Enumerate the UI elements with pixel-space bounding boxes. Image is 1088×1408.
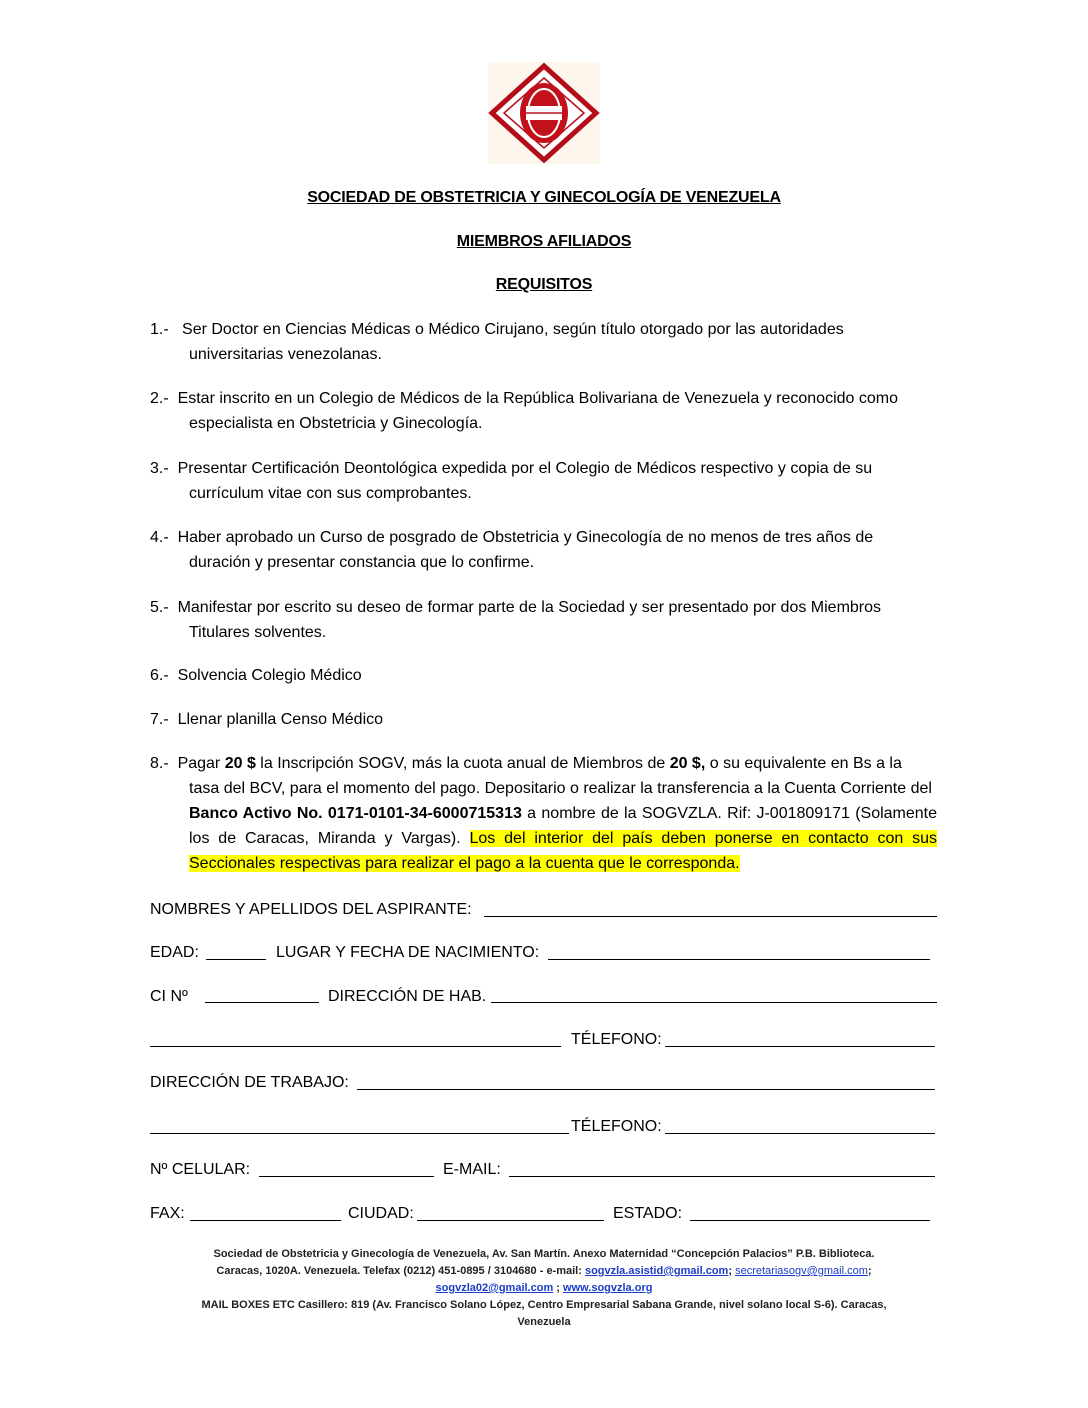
requirement-number: 6.-	[150, 667, 178, 684]
footer-address: Sociedad de Obstetricia y Ginecología de Venezuela, Av. San Martín. Anexo Maternidad “Concepción Palacios” P.B. Biblioteca.	[213, 1248, 875, 1260]
highlighted-note-cont: Seccionales respectivas para realizar el pago a la cuenta que le corresponda.	[189, 855, 740, 872]
city-label: CIUDAD:	[348, 1205, 414, 1222]
cell-field[interactable]	[259, 1176, 434, 1177]
cell-label: Nº CELULAR:	[150, 1161, 251, 1178]
footer-separator: ;	[728, 1265, 736, 1277]
requirement-8	[150, 751, 937, 876]
birth-label: LUGAR Y FECHA DE NACIMIENTO:	[276, 944, 540, 961]
requirement-3	[150, 456, 937, 506]
requirement-text: Presentar Certificación Deontológica expedida por el Colegio de Médicos respectivo y copia de su	[177, 460, 873, 477]
requirement-4	[150, 525, 937, 575]
work-address-field[interactable]	[357, 1089, 935, 1090]
ci-field[interactable]	[205, 1002, 319, 1003]
bank-account: Banco Activo No. 0171-0101-34-6000715313	[189, 805, 522, 822]
email-link-3[interactable]: sogvzla02@gmail.com	[435, 1282, 554, 1294]
footer-separator: ;	[867, 1265, 872, 1277]
requirement-text-cont: universitarias venezolanas.	[189, 346, 382, 363]
requirement-text: Solvencia Colegio Médico	[177, 667, 362, 684]
requirement-number: 5.-	[150, 599, 178, 616]
fax-field[interactable]	[190, 1220, 341, 1221]
email-field[interactable]	[509, 1176, 935, 1177]
requirement-text-cont: Titulares solventes.	[189, 624, 327, 641]
email-link-1[interactable]: sogvzla.asistid@gmail.com	[584, 1265, 729, 1277]
fax-label: FAX:	[150, 1205, 185, 1222]
subtitle: MIEMBROS AFILIADOS	[456, 233, 632, 250]
requirement-text: Haber aprobado un Curso de posgrado de Obstetricia y Ginecología de no menos de tres años de	[177, 529, 874, 546]
ci-label: CI Nº	[150, 988, 188, 1005]
requirement-text-cont: duración y presentar constancia que lo confirme.	[189, 554, 535, 571]
sogv-logo	[488, 62, 600, 164]
website-link[interactable]: www.sogvzla.org	[563, 1282, 653, 1294]
phone-label: TÉLEFONO:	[571, 1031, 662, 1048]
requirement-text: Ser Doctor en Ciencias Médicas o Médico Cirujano, según título otorgado por las autoridades	[182, 321, 844, 338]
home-address-field[interactable]	[491, 1002, 937, 1003]
req8-text-h: a nombre de la SOGVZLA. Rif: J-001809171 (Solamente	[521, 805, 938, 822]
phone-field[interactable]	[665, 1046, 935, 1047]
req8-text-a: Pagar	[177, 755, 225, 772]
work-address-label: DIRECCIÓN DE TRABAJO:	[150, 1074, 349, 1091]
birth-field[interactable]	[548, 959, 930, 960]
city-field[interactable]	[417, 1220, 604, 1221]
requirement-text: Manifestar por escrito su deseo de formar parte de la Sociedad y ser presentado por dos Miembros	[177, 599, 882, 616]
requirement-6	[150, 663, 937, 688]
requirement-7	[150, 707, 937, 732]
requirement-number: 8.-	[150, 755, 178, 772]
requirement-text: Estar inscrito en un Colegio de Médicos de la República Bolivariana de Venezuela y reconocido como	[177, 390, 898, 407]
name-field[interactable]	[484, 916, 937, 917]
requirement-text: Llenar planilla Censo Médico	[177, 711, 384, 728]
highlighted-note: Los del interior del país deben ponerse en contacto con sus	[469, 830, 938, 847]
requirement-number: 7.-	[150, 711, 178, 728]
footer-country: Venezuela	[517, 1316, 571, 1328]
footer-separator: ;	[553, 1282, 564, 1294]
req8-amount-1: 20 $	[224, 755, 256, 772]
req8-amount-2: 20 $,	[669, 755, 706, 772]
requirement-text-cont: currículum vitae con sus comprobantes.	[189, 485, 472, 502]
age-label: EDAD:	[150, 944, 199, 961]
footer	[140, 1246, 948, 1331]
section-title: REQUISITOS	[495, 276, 593, 293]
email-link-2[interactable]: secretariasogv@gmail.com	[735, 1265, 868, 1277]
req8-line-2: tasa del BCV, para el momento del pago. Depositario o realizar la transferencia a la Cuenta Corriente del	[189, 780, 932, 797]
name-label: NOMBRES Y APELLIDOS DEL ASPIRANTE:	[150, 901, 472, 918]
age-field[interactable]	[206, 959, 266, 960]
requirement-number: 4.-	[150, 529, 178, 546]
requirement-number: 1.-	[150, 321, 183, 338]
state-label: ESTADO:	[613, 1205, 683, 1222]
req8-text-c: la Inscripción SOGV, más la cuota anual de Miembros de	[255, 755, 670, 772]
req8-text-i: los de Caracas, Miranda y Vargas).	[189, 830, 470, 847]
home-address-label: DIRECCIÓN DE HAB.	[328, 988, 487, 1005]
requirement-5	[150, 595, 937, 645]
requirement-number: 3.-	[150, 460, 178, 477]
state-field[interactable]	[690, 1220, 930, 1221]
home-address-field-2[interactable]	[150, 1046, 561, 1047]
work-phone-field[interactable]	[665, 1133, 935, 1134]
requirement-number: 2.-	[150, 390, 178, 407]
footer-contact: Caracas, 1020A. Venezuela. Telefax (0212) 451-0895 / 3104680 - e-mail:	[216, 1265, 585, 1277]
work-phone-label: TÉLEFONO:	[571, 1118, 662, 1135]
requirement-2	[150, 386, 937, 436]
requirement-text-cont: especialista en Obstetricia y Ginecología.	[189, 415, 483, 432]
req8-text-e: o su equivalente en Bs a la	[705, 755, 902, 772]
footer-mailbox: MAIL BOXES ETC Casillero: 819 (Av. Francisco Solano López, Centro Empresarial Sabana Grande, nivel solano local S-6). Caracas,	[201, 1299, 887, 1311]
work-address-field-2[interactable]	[150, 1133, 569, 1134]
requirement-1	[150, 317, 937, 367]
email-label: E-MAIL:	[443, 1161, 501, 1178]
org-title: SOCIEDAD DE OBSTETRICIA Y GINECOLOGÍA DE VENEZUELA	[307, 189, 781, 206]
